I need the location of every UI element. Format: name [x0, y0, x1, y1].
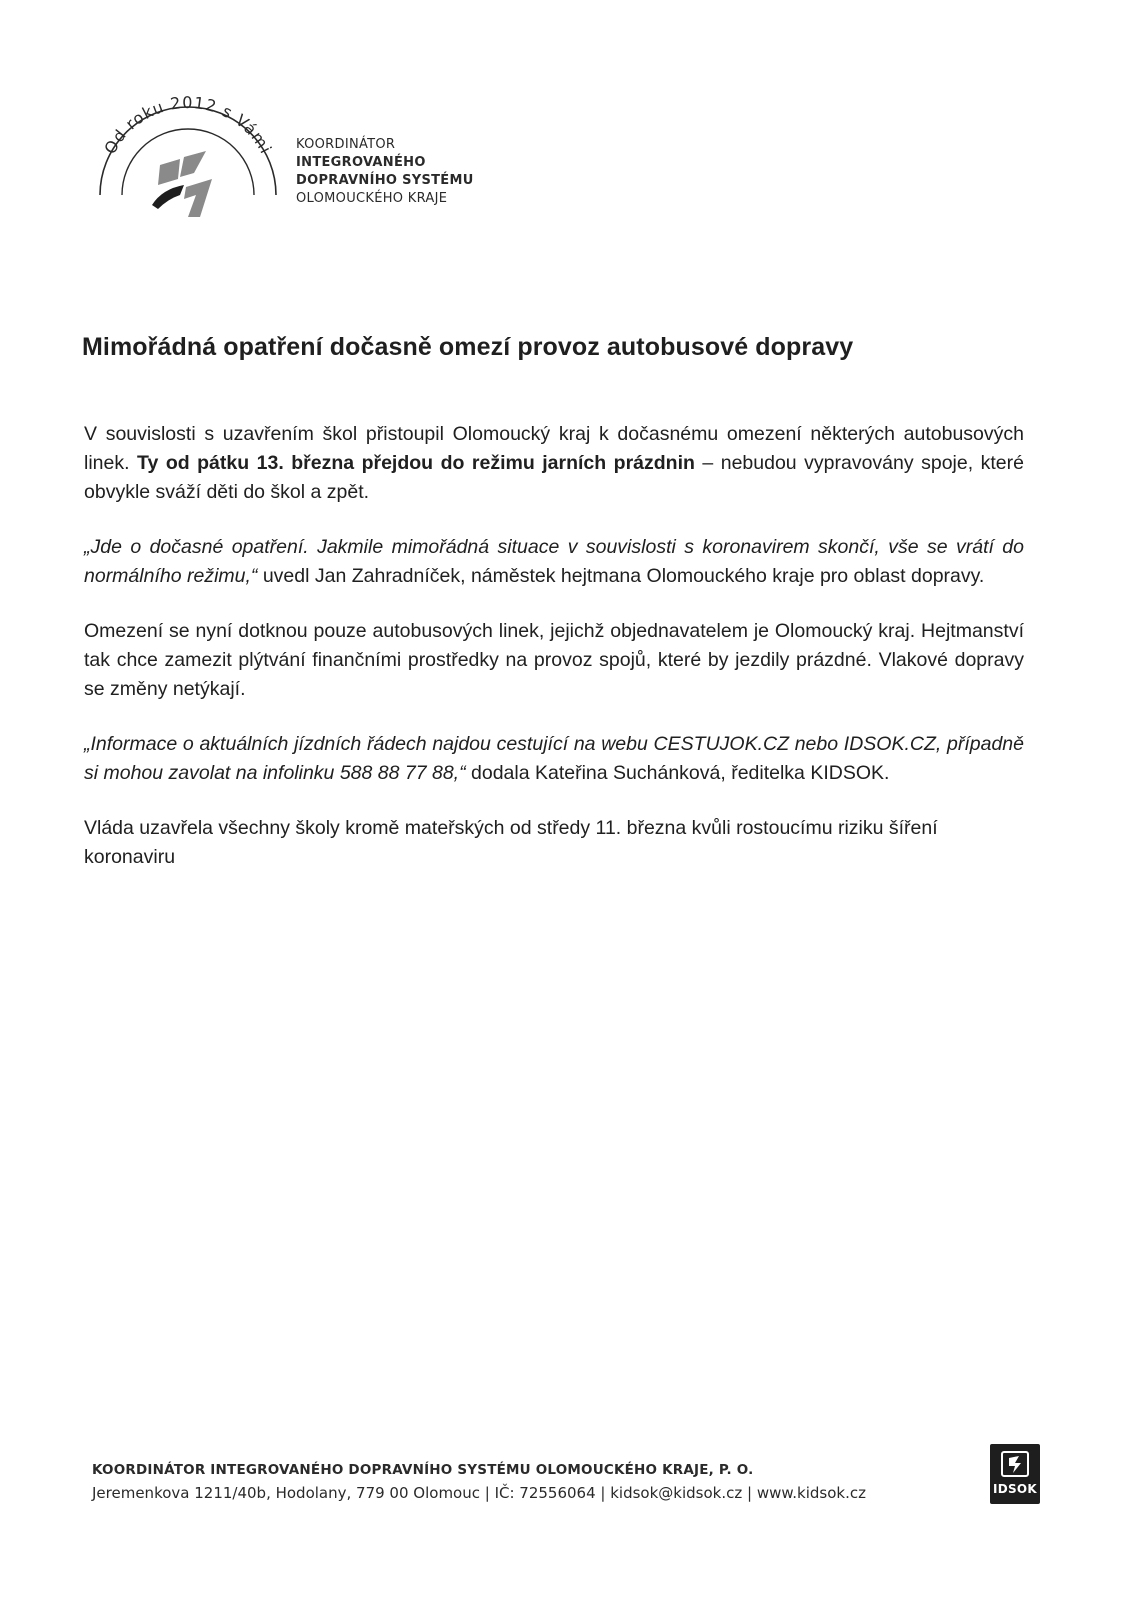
paragraph-2-after: uvedl Jan Zahradníček, náměstek hejtmana Olomouckého kraje pro oblast dopravy.: [257, 565, 985, 587]
kidsok-logo: [88, 95, 288, 225]
org-name-line-2: INTEGROVANÉHO: [296, 155, 426, 170]
footer-contact: Jeremenkova 1211/40b, Hodolany, 779 00 Olomouc | IČ: 72556064 | kidsok@kidsok.cz | www.kidsok.cz: [92, 1484, 866, 1502]
kidsok-logo-emblem-icon: [88, 95, 288, 225]
paragraph-4-after: dodala Kateřina Suchánková, ředitelka KIDSOK.: [465, 762, 890, 784]
svg-text:Od roku 2012 s Vámi: [100, 95, 275, 157]
paragraph-3: Omezení se nyní dotknou pouze autobusových linek, jejichž objednavatelem je Olomoucký kraj. Hejtmanství tak chce zamezit plýtvání finančními prostředky na provoz spojů, které by jezdily prázdné. Vlakové dopravy se změny netýkají.: [84, 620, 1024, 700]
footer: [92, 1462, 866, 1502]
article-body: [84, 420, 1024, 872]
idsok-mark-icon: [1001, 1451, 1029, 1477]
idsok-badge: [990, 1444, 1040, 1504]
paragraph-1: [84, 420, 1024, 507]
org-name-block: [296, 136, 474, 208]
org-name-line-1: KOORDINÁTOR: [296, 137, 396, 152]
paragraph-2-quote: „Jde o dočasné opatření. Jakmile mimořádná situace v souvislosti s koronavirem skončí, vše se vrátí do normálního režimu,“: [84, 536, 1024, 587]
org-name-line-4: OLOMOUCKÉHO KRAJE: [296, 191, 448, 206]
paragraph-5: Vláda uzavřela všechny školy kromě mateřských od středy 11. března kvůli rostoucímu riziku šíření koronaviru: [84, 817, 938, 868]
paragraph-1-after: – nebudou vypravovány spoje, které obvykle sváží děti do škol a zpět.: [84, 452, 1024, 503]
idsok-badge-label: IDSOK: [992, 1482, 1038, 1496]
footer-org-name: KOORDINÁTOR INTEGROVANÉHO DOPRAVNÍHO SYSTÉMU OLOMOUCKÉHO KRAJE, P. O.: [92, 1462, 754, 1478]
paragraph-4: [84, 730, 1024, 788]
logo-ring-text: Od roku 2012 s Vámi: [100, 95, 276, 158]
paragraph-4-quote: „Informace o aktuálních jízdních řádech najdou cestující na webu CESTUJOK.CZ nebo IDSOK.CZ, případně si mohou zavolat na infolinku 588 88 77 88,“: [84, 733, 1024, 784]
paragraph-2: [84, 533, 1024, 591]
paragraph-1-bold: Ty od pátku 13. března přejdou do režimu jarních prázdnin: [137, 452, 695, 474]
paragraph-1-text: V souvislosti s uzavřením škol přistoupil Olomoucký kraj k dočasnému omezení některých autobusových linek.: [84, 423, 1024, 474]
org-name-line-3: DOPRAVNÍHO SYSTÉMU: [296, 173, 474, 188]
article-title: Mimořádná opatření dočasně omezí provoz autobusové dopravy: [82, 333, 854, 361]
